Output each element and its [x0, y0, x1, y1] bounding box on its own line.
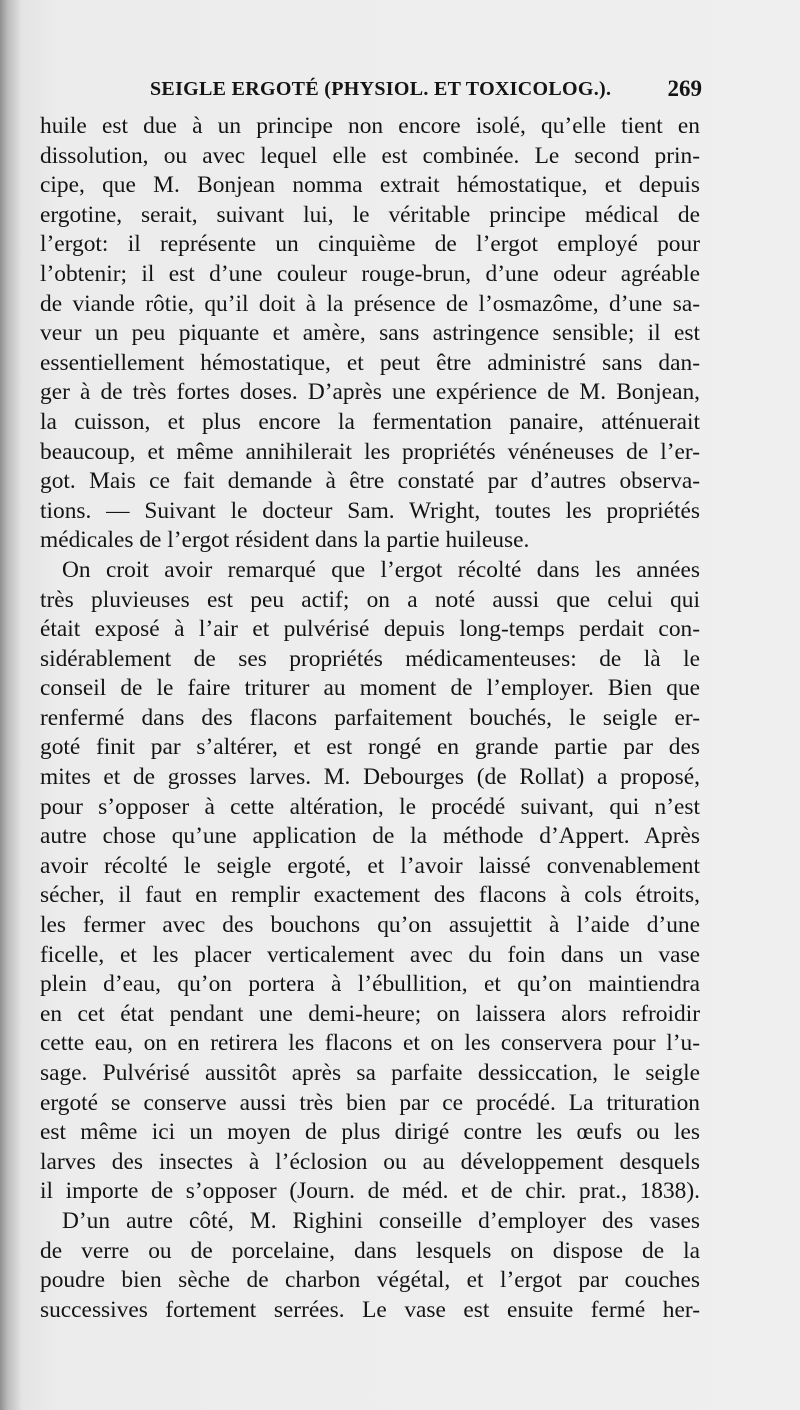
text-line: renfermé dans des flacons parfaitement bouchés, le seigle er- [40, 704, 700, 731]
text-line: essentiellement hémostatique, et peut être administré sans dan- [40, 349, 700, 376]
text-line: cipe, que M. Bonjean nomma extrait hémostatique, et depuis [40, 172, 700, 199]
text-line: cette eau, on en retirera les flacons et on les conservera pour l’u- [40, 1030, 700, 1057]
text-line: successives fortement serrées. Le vase est ensuite fermé her- [40, 1296, 700, 1323]
text-line: est même ici un moyen de plus dirigé contre les œufs ou les [40, 1119, 700, 1146]
text-line: goté finit par s’altérer, et est rongé en grande partie par des [40, 734, 700, 761]
text-line: ficelle, et les placer verticalement avec du foin dans un vase [40, 941, 700, 968]
text-line: de viande rôtie, qu’il doit à la présence de l’osmazôme, d’une sa- [40, 290, 700, 317]
text-line: sidérablement de ses propriétés médicamenteuses: de là le [40, 645, 700, 672]
text-line: médicales de l’ergot résident dans la partie huileuse. [40, 527, 530, 554]
text-line: plein d’eau, qu’on portera à l’ébullition, et qu’on maintiendra [40, 971, 700, 998]
text-line: était exposé à l’air et pulvérisé depuis long-temps perdait con- [40, 616, 700, 643]
running-title: SEIGLE ERGOTÉ (PHYSIOL. ET TOXICOLOG.). [150, 78, 612, 100]
text-line: ergoté se conserve aussi très bien par ce procédé. La trituration [40, 1089, 700, 1116]
paragraph-first-line: On croit avoir remarqué que l’ergot récolté dans les années [62, 556, 700, 583]
text-line: conseil de le faire triturer au moment de l’employer. Bien que [40, 675, 700, 702]
text-line: l’ergot: il représente un cinquième de l’ergot employé pour [40, 231, 700, 258]
paragraph-first-line: D’un autre côté, M. Righini conseille d’employer des vases [62, 1207, 700, 1234]
text-line: avoir récolté le seigle ergoté, et l’avoir laissé convenablement [40, 852, 700, 879]
text-line: mites et de grosses larves. M. Debourges (de Rollat) a proposé, [40, 764, 700, 791]
text-line: autre chose qu’une application de la méthode d’Appert. Après [40, 823, 700, 850]
text-line: très pluvieuses est peu actif; on a noté aussi que celui qui [40, 586, 700, 613]
text-line: beaucoup, et même annihilerait les propriétés vénéneuses de l’er- [40, 438, 700, 465]
text-line: ergotine, serait, suivant lui, le véritable principe médical de [40, 201, 700, 228]
text-line: larves des insectes à l’éclosion ou au développement desquels [40, 1148, 700, 1175]
text-line: ger à de très fortes doses. D’après une expérience de M. Bonjean, [40, 379, 700, 406]
text-line: veur un peu piquante et amère, sans astringence sensible; il est [40, 320, 700, 347]
text-line: sécher, il faut en remplir exactement des flacons à cols étroits, [40, 882, 700, 909]
text-line: l’obtenir; il est d’une couleur rouge-brun, d’une odeur agréable [40, 260, 700, 287]
body-text [40, 112, 700, 1325]
page-number: 269 [667, 76, 702, 101]
text-line: les fermer avec des bouchons qu’on assujettit à l’aide d’une [40, 912, 700, 939]
text-line: dissolution, ou avec lequel elle est combinée. Le second prin- [40, 142, 700, 169]
text-line: got. Mais ce fait demande à être constaté par d’autres observa- [40, 468, 700, 495]
text-line: pour s’opposer à cette altération, le procédé suivant, qui n’est [40, 793, 700, 820]
text-line: il importe de s’opposer (Journ. de méd. et de chir. prat., 1838). [40, 1178, 700, 1205]
text-line: tions. — Suivant le docteur Sam. Wright, toutes les propriétés [40, 497, 700, 524]
text-line: poudre bien sèche de charbon végétal, et l’ergot par couches [40, 1267, 700, 1294]
text-line: huile est due à un principe non encore isolé, qu’elle tient en [40, 113, 700, 139]
text-line: de verre ou de porcelaine, dans lesquels on dispose de la [40, 1237, 700, 1264]
running-header [150, 74, 702, 108]
text-line: en cet état pendant une demi-heure; on laissera alors refroidir [40, 1000, 700, 1027]
text-line: sage. Pulvérisé aussitôt après sa parfaite dessiccation, le seigle [40, 1060, 700, 1086]
text-line: la cuisson, et plus encore la fermentation panaire, atténuerait [40, 408, 700, 435]
